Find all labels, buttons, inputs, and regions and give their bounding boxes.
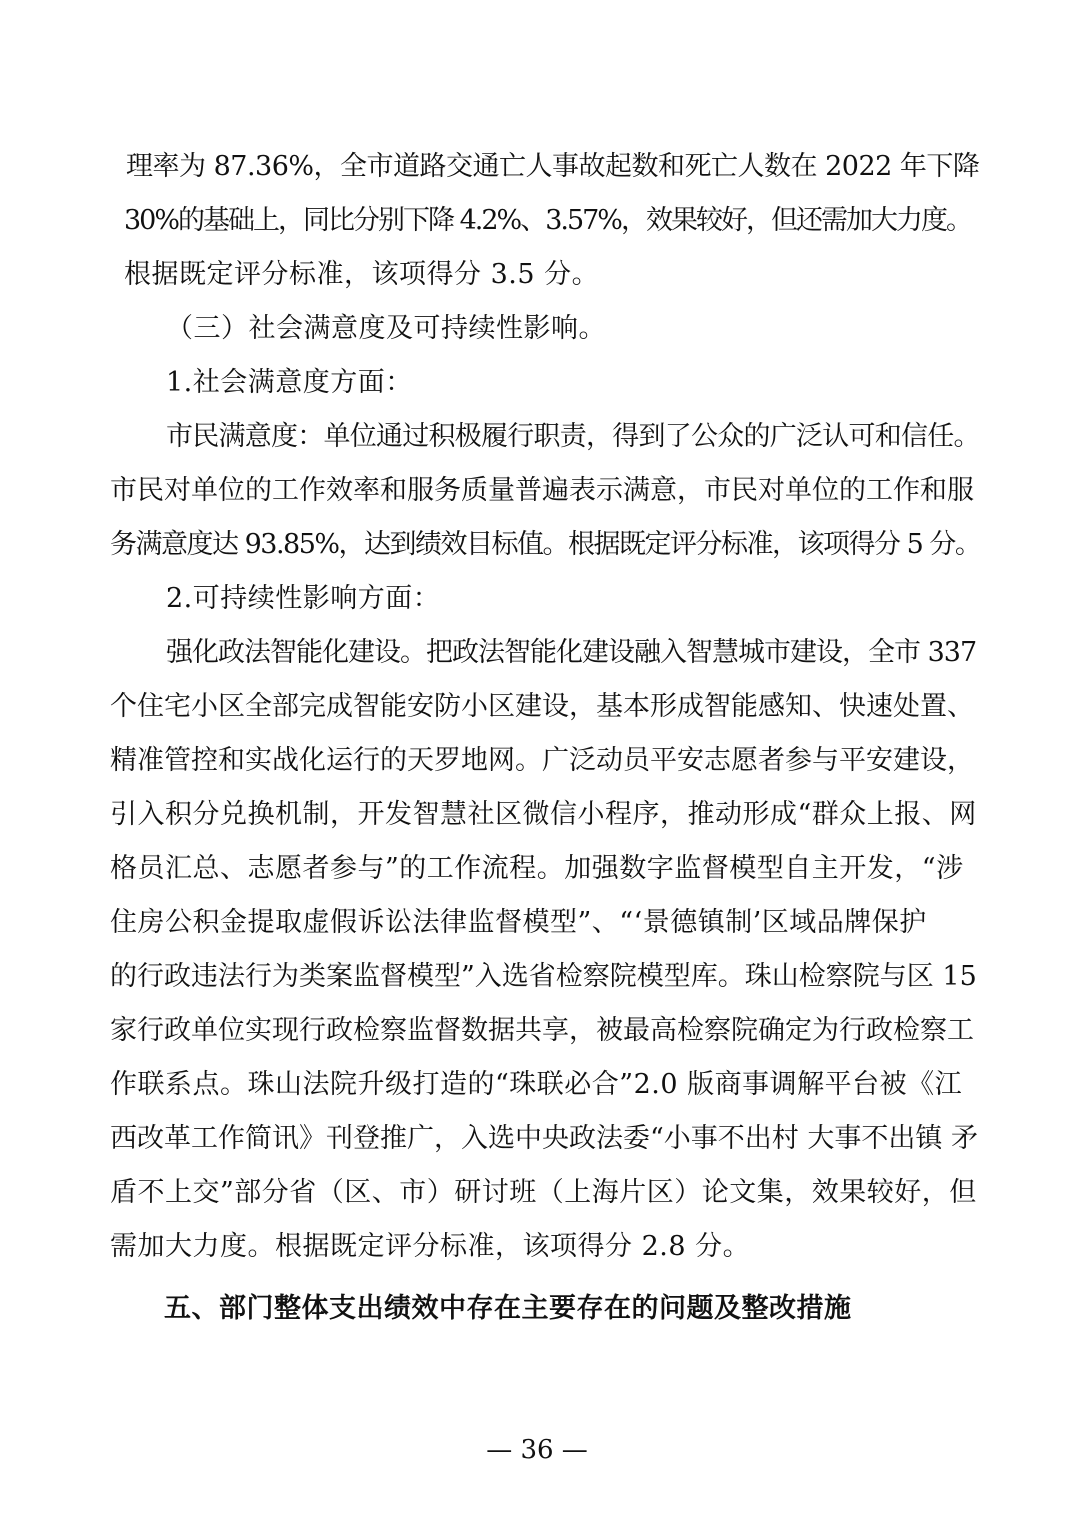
page-number: — 36 — xyxy=(486,1435,588,1465)
text-line: 个住宅小区全部完成智能安防小区建设，基本形成智能感知、快速处置、 xyxy=(110,691,974,722)
text-line: 30%的基础上，同比分别下降 4.2%、3.57%，效果较好，但还需加大力度。 xyxy=(124,205,971,236)
text-line: 住房公积金提取虚假诉讼法律监督模型”、“‘景德镇制’区域品牌保护 xyxy=(110,907,927,938)
document-body xyxy=(110,140,980,1336)
text-line: 盾不上交”部分省（区、市）研讨班（上海片区）论文集，效果较好，但 xyxy=(110,1177,977,1208)
section-heading: 五、部门整体支出绩效中存在主要存在的问题及整改措施 xyxy=(164,1293,852,1324)
text-line: 引入积分兑换机制，开发智慧社区微信小程序，推动形成“群众上报、网 xyxy=(110,799,977,830)
section-subheading: （三）社会满意度及可持续性影响。 xyxy=(166,313,606,344)
text-line: 格员汇总、志愿者参与”的工作流程。加强数字监督模型自主开发，“涉 xyxy=(110,853,964,884)
text-line: 需加大力度。根据既定评分标准，该项得分 2.8 分。 xyxy=(110,1231,751,1262)
text-line: 根据既定评分标准，该项得分 3.5 分。 xyxy=(124,259,600,290)
text-line: 作联系点。珠山法院升级打造的“珠联必合”2.0 版商事调解平台被《江 xyxy=(110,1069,963,1100)
paragraph-start: 市民满意度：单位通过积极履行职责，得到了公众的广泛认可和信任。 xyxy=(166,421,980,452)
item-subheading: 2.可持续性影响方面： xyxy=(166,583,441,614)
text-line: 西改革工作简讯》刊登推广，入选中央政法委“小事不出村 大事不出镇 矛 xyxy=(110,1123,978,1154)
text-line: 精准管控和实战化运行的天罗地网。广泛动员平安志愿者参与平安建设， xyxy=(110,745,974,776)
text-line: 家行政单位实现行政检察监督数据共享，被最高检察院确定为行政检察工 xyxy=(110,1015,974,1046)
text-line: 务满意度达 93.85%，达到绩效目标值。根据既定评分标准，该项得分 5 分。 xyxy=(110,529,981,560)
text-line: 的行政违法行为类案监督模型”入选省检察院模型库。珠山检察院与区 15 xyxy=(110,961,977,992)
item-subheading: 1.社会满意度方面： xyxy=(166,367,413,398)
text-line: 市民对单位的工作效率和服务质量普遍表示满意，市民对单位的工作和服 xyxy=(110,475,974,506)
paragraph-start: 强化政法智能化建设。把政法智能化建设融入智慧城市建设，全市 337 xyxy=(166,637,977,668)
text-line: 理率为 87.36%，全市道路交通亡人事故起数和死亡人数在 2022 年下降 xyxy=(126,151,980,182)
